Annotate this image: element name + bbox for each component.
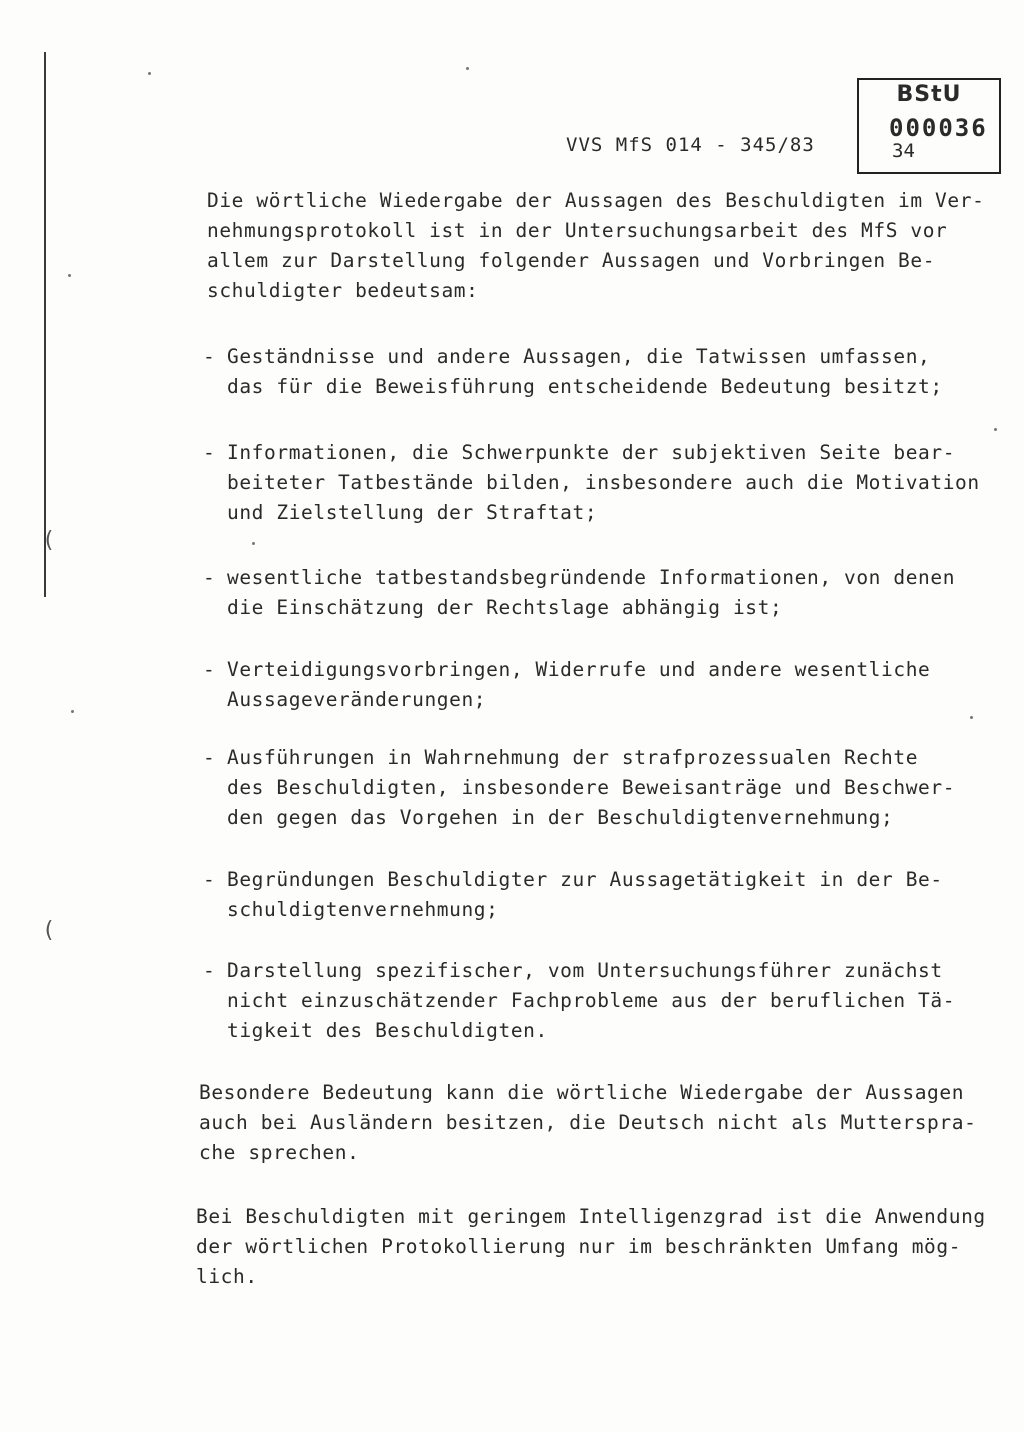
page-number: 34 (892, 140, 915, 162)
list-item-text: Geständnisse und andere Aussagen, die Tatwissen umfassen, das für die Beweisführung entscheidende Bedeutung besitzt; (227, 345, 943, 398)
list-item-text: wesentliche tatbestandsbegründende Informationen, von denen die Einschätzung der Rechtslage abhängig ist; (227, 566, 956, 619)
stamp-number: 000036 (889, 114, 988, 142)
list-item-text: Begründungen Beschuldigter zur Aussagetätigkeit in der Be- schuldigtenvernehmung; (227, 868, 943, 921)
list-item (203, 743, 993, 833)
document-reference: VVS MfS 014 - 345/83 (566, 134, 815, 156)
bullet-dash: - (203, 746, 216, 769)
scan-speck (466, 67, 469, 70)
list-item-text: Verteidigungsvorbringen, Widerrufe und andere wesentliche Aussageveränderungen; (227, 658, 931, 711)
archive-stamp (857, 78, 1001, 174)
scan-speck (970, 716, 973, 719)
punch-mark: ( (42, 528, 56, 553)
scan-speck (148, 72, 151, 75)
list-item (203, 438, 993, 528)
bullet-dash: - (203, 345, 216, 368)
paragraph-intelligence: Bei Beschuldigten mit geringem Intelligenzgrad ist die Anwendung der wörtlichen Protokollierung nur im beschränkten Umfang mög- lich. (196, 1205, 986, 1288)
paragraph-foreigners: Besondere Bedeutung kann die wörtliche Wiedergabe der Aussagen auch bei Ausländern besitzen, die Deutsch nicht als Mutterspra- che sprechen. (199, 1081, 977, 1164)
stamp-title: BStU (896, 82, 962, 107)
list-item (203, 865, 993, 925)
scan-speck (252, 542, 255, 545)
bullet-dash: - (203, 868, 216, 891)
bullet-dash: - (203, 441, 216, 464)
scan-speck (68, 274, 71, 277)
scan-speck (71, 710, 74, 713)
bullet-dash: - (203, 959, 216, 982)
list-item-text: Informationen, die Schwerpunkte der subjektiven Seite bear- beiteter Tatbestände bilden, insbesondere auch die Motivation und Zielstellung der Straftat; (227, 441, 980, 524)
intro-paragraph: Die wörtliche Wiedergabe der Aussagen des Beschuldigten im Ver- nehmungsprotokoll ist in der Untersuchungsarbeit des MfS vor allem zur Darstellung folgender Aussagen und Vorbringen Be- schuldigter bedeutsam: (207, 189, 985, 302)
bullet-dash: - (203, 566, 216, 589)
list-item-text: Darstellung spezifischer, vom Untersuchungsführer zunächst nicht einzuschätzender Fachprobleme aus der beruflichen Tä- tigkeit des Beschuldigten. (227, 959, 956, 1042)
bullet-dash: - (203, 658, 216, 681)
list-item-text: Ausführungen in Wahrnehmung der strafprozessualen Rechte des Beschuldigten, insbesondere Beweisanträge und Beschwer- den gegen das Vorgehen in der Beschuldigtenvernehmung; (227, 746, 956, 829)
list-item (203, 342, 993, 402)
list-item (203, 655, 993, 715)
punch-mark: ( (42, 918, 56, 943)
list-item (203, 563, 993, 623)
list-item (203, 956, 993, 1046)
scan-speck (994, 428, 997, 431)
left-margin-line (44, 52, 46, 597)
